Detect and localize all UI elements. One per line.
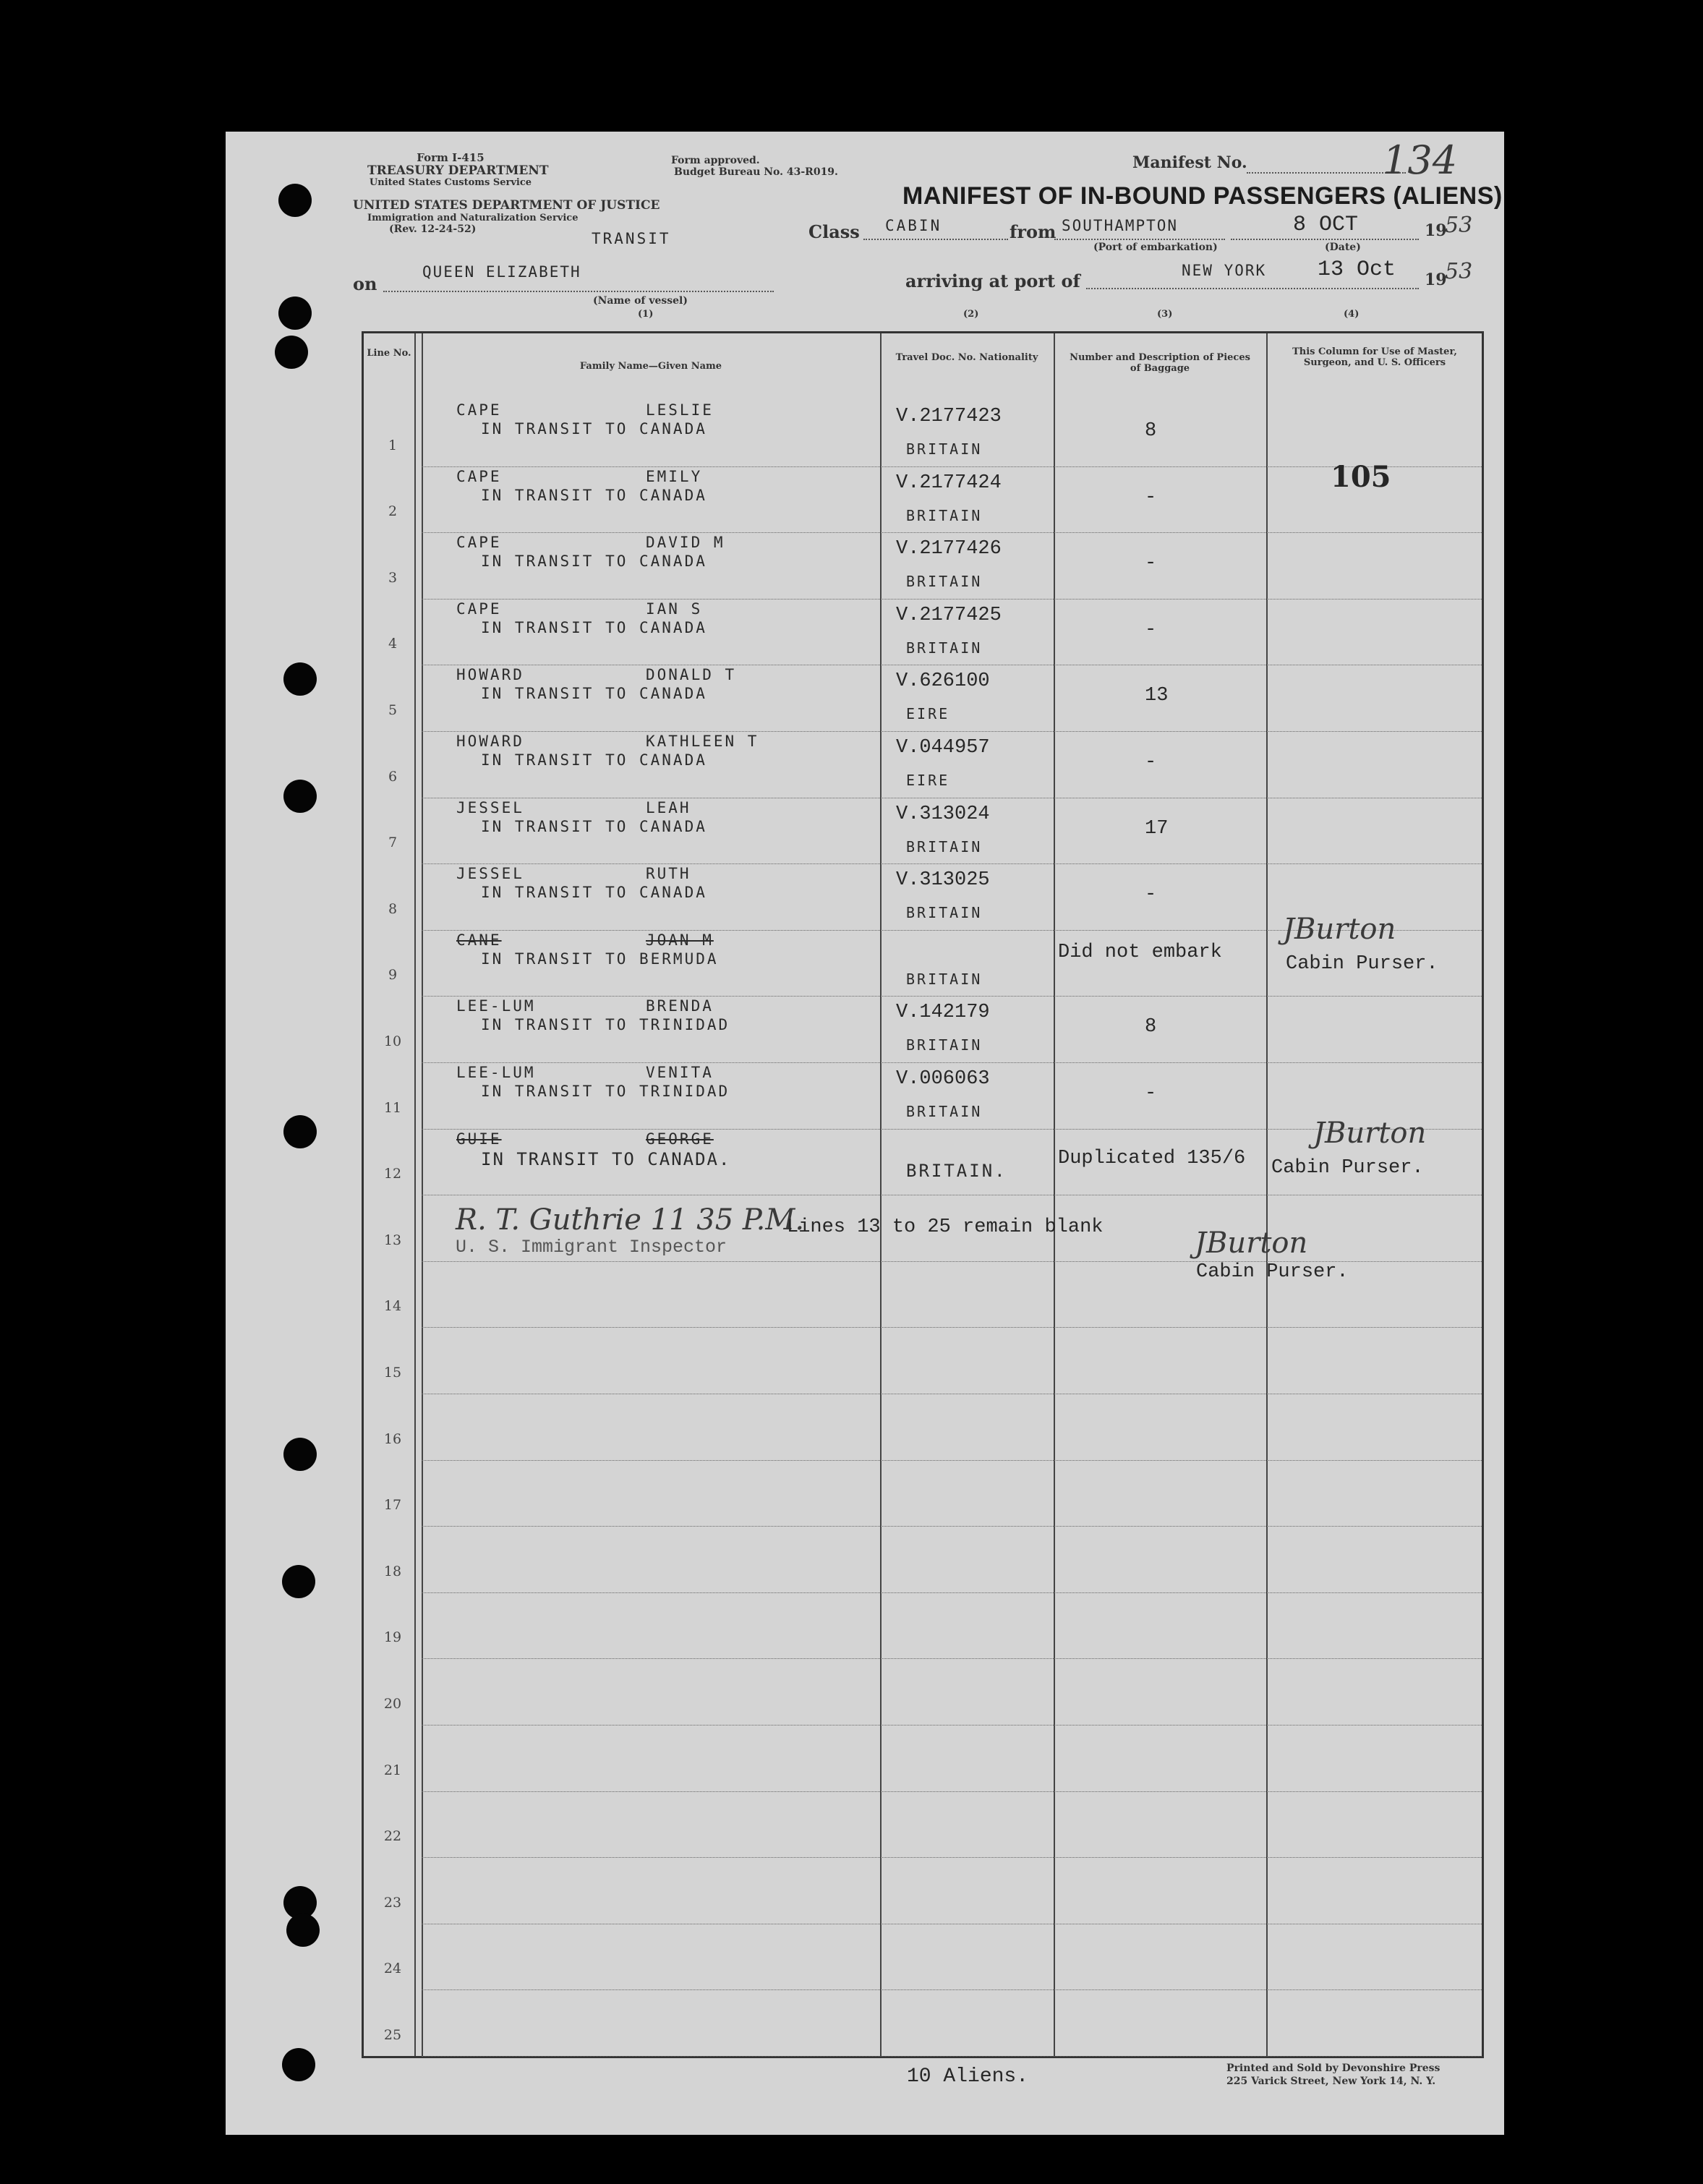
baggage-pieces: 8 — [1145, 420, 1157, 442]
binder-hole — [283, 1115, 317, 1148]
printer-line-1: Printed and Sold by Devonshire Press — [1226, 2063, 1440, 2074]
row-divider — [422, 1658, 1482, 1659]
col-4-number: (4) — [1344, 309, 1360, 320]
arrival-date: 13 Oct — [1318, 257, 1396, 282]
printer-line-2: 225 Varick Street, New York 14, N. Y. — [1226, 2076, 1436, 2087]
col-3-number: (3) — [1157, 309, 1173, 320]
nationality: BRITAIN — [906, 1036, 983, 1054]
binder-hole — [283, 662, 317, 696]
passenger-family-name: HOWARD — [456, 666, 524, 684]
travel-doc-number: V.313025 — [896, 869, 990, 892]
embarkation-date: 8 OCT — [1293, 213, 1359, 237]
row-divider — [422, 1989, 1482, 1990]
line-number: 25 — [383, 2027, 402, 2043]
row-divider — [422, 1857, 1482, 1858]
row-divider — [422, 1526, 1482, 1527]
inspector-label: U. S. Immigrant Inspector — [456, 1237, 727, 1258]
line-number: 6 — [388, 768, 398, 785]
passenger-family-name: HOWARD — [456, 733, 524, 750]
nationality: BRITAIN — [906, 970, 983, 988]
binder-hole — [275, 336, 308, 369]
table-row — [364, 731, 1482, 798]
line-number: 2 — [388, 503, 398, 520]
form-number: Form I-415 — [417, 151, 485, 164]
baggage-pieces: - — [1145, 618, 1157, 641]
row-divider — [422, 1592, 1482, 1593]
passenger-given-name: GEORGE — [646, 1130, 714, 1148]
vessel-underline — [383, 291, 774, 292]
ins-service: Immigration and Naturalization Service — [367, 213, 579, 223]
header-line-no: Line No. — [367, 348, 411, 359]
line-number: 13 — [383, 1232, 402, 1248]
nationality: BRITAIN — [906, 506, 983, 524]
manifest-page — [226, 132, 1504, 2135]
from-label: from — [1010, 221, 1057, 242]
nationality: BRITAIN — [906, 837, 983, 856]
line-number: 18 — [383, 1563, 402, 1579]
binder-hole — [278, 184, 312, 217]
travel-doc-number: V.2177426 — [896, 538, 1002, 560]
class-underline — [863, 239, 1008, 240]
binder-hole — [278, 297, 312, 330]
row-divider — [422, 1725, 1482, 1726]
travel-doc-number: V.2177423 — [896, 406, 1002, 427]
baggage-pieces: - — [1145, 884, 1157, 906]
passenger-family-name: CAPE — [456, 401, 502, 419]
baggage-pieces: 8 — [1145, 1016, 1157, 1038]
passenger-given-name: RUTH — [646, 865, 691, 883]
line-number: 24 — [383, 1961, 402, 1977]
aliens-total: 10 Aliens. — [907, 2065, 1029, 2088]
passenger-given-name: DONALD T — [646, 666, 737, 684]
transit-destination: IN TRANSIT TO CANADA — [481, 553, 707, 571]
nationality: EIRE — [906, 772, 950, 789]
year-prefix-2: 19 — [1425, 270, 1447, 289]
arrival-port: NEW YORK — [1182, 262, 1267, 279]
passenger-given-name: KATHLEEN T — [646, 733, 759, 750]
purser-label-2: Cabin Purser. — [1271, 1157, 1424, 1179]
binder-hole — [282, 2048, 315, 2081]
on-label: on — [353, 273, 377, 294]
passenger-given-name: IAN S — [646, 600, 703, 618]
line-number: 22 — [383, 1828, 402, 1845]
manifest-no-underline — [1247, 172, 1406, 174]
transit-destination: IN TRANSIT TO TRINIDAD — [481, 1083, 730, 1100]
passenger-family-name: CAPE — [456, 467, 502, 485]
purser-signature-2: JBurton — [1313, 1117, 1427, 1150]
class-value: CABIN — [885, 217, 942, 234]
binder-hole — [282, 1565, 315, 1598]
travel-doc-number: V.626100 — [896, 670, 990, 693]
table-row — [364, 665, 1482, 731]
transit-destination: IN TRANSIT TO CANADA. — [481, 1148, 731, 1169]
blank-lines-note: Lines 13 to 25 remain blank — [787, 1216, 1104, 1238]
baggage-pieces: - — [1145, 1083, 1157, 1104]
vessel-col: (1) — [638, 309, 654, 320]
table-row — [364, 466, 1482, 533]
baggage-pieces: - — [1145, 553, 1157, 575]
header-baggage: Number and Description of Pieces of Baggage — [1070, 352, 1250, 374]
binder-hole — [286, 1914, 320, 1947]
line-number: 3 — [388, 569, 398, 586]
inspector-signature: R. T. Guthrie 11 35 P.M. — [456, 1203, 805, 1237]
baggage-pieces: Did not embark — [1058, 941, 1222, 963]
line-number: 23 — [383, 1894, 402, 1911]
binder-hole — [283, 1438, 317, 1471]
table-row — [364, 400, 1482, 466]
nationality: BRITAIN — [906, 440, 983, 458]
table-row — [364, 532, 1482, 599]
line-number: 9 — [388, 967, 398, 984]
line-number: 7 — [388, 835, 398, 851]
transit-destination: IN TRANSIT TO CANADA — [481, 420, 707, 438]
class-label: Class — [808, 221, 860, 242]
travel-doc-number: V.313024 — [896, 803, 990, 825]
nationality: BRITAIN. — [906, 1160, 1007, 1181]
nationality: BRITAIN — [906, 904, 983, 922]
row-divider — [422, 1791, 1482, 1792]
passenger-given-name: JOAN M — [646, 931, 714, 949]
passenger-given-name: DAVID M — [646, 534, 725, 552]
baggage-pieces: - — [1145, 751, 1157, 773]
travel-doc-number: V.2177424 — [896, 472, 1002, 494]
travel-doc-number: V.044957 — [896, 737, 990, 759]
transit-destination: IN TRANSIT TO CANADA — [481, 751, 707, 769]
passenger-family-name: JESSEL — [456, 865, 524, 883]
passenger-family-name: CANE — [456, 931, 502, 949]
row-divider — [422, 1327, 1482, 1328]
passenger-table — [362, 331, 1484, 2058]
transit-destination: IN TRANSIT TO CANADA — [481, 817, 707, 835]
line-number: 12 — [383, 1166, 402, 1182]
passenger-given-name: VENITA — [646, 1064, 714, 1081]
header-name: Family Name—Given Name — [579, 361, 722, 372]
travel-doc-number: V.2177425 — [896, 604, 1002, 626]
line-number: 4 — [388, 636, 398, 652]
transit-destination: IN TRANSIT TO BERMUDA — [481, 950, 719, 968]
baggage-pieces: 17 — [1145, 817, 1169, 840]
officer-count: 105 — [1331, 460, 1391, 494]
table-row — [364, 996, 1482, 1062]
manifest-no-label: Manifest No. — [1132, 153, 1247, 172]
passenger-family-name: GUIE — [456, 1130, 502, 1148]
line-number: 8 — [388, 900, 398, 917]
passenger-family-name: LEE-LUM — [456, 1064, 536, 1081]
customs-service: United States Customs Service — [369, 177, 532, 188]
arriving-label: arriving at port of — [905, 270, 1080, 291]
baggage-pieces: 13 — [1145, 685, 1169, 707]
line-number: 1 — [388, 437, 398, 453]
nationality: BRITAIN — [906, 573, 983, 591]
date-underline — [1231, 239, 1419, 240]
passenger-given-name: BRENDA — [646, 997, 714, 1015]
baggage-pieces: - — [1145, 486, 1157, 508]
passenger-family-name: JESSEL — [456, 798, 524, 816]
line-number: 10 — [383, 1033, 402, 1049]
table-row — [364, 798, 1482, 864]
purser-signature: JBurton — [1283, 913, 1396, 946]
budget-bureau: Budget Bureau No. 43-R019. — [674, 166, 838, 178]
passenger-family-name: CAPE — [456, 600, 502, 618]
date-caption: (Date) — [1325, 242, 1361, 253]
row-divider — [422, 2056, 1482, 2057]
passenger-family-name: LEE-LUM — [456, 997, 536, 1015]
manifest-title: MANIFEST OF IN-BOUND PASSENGERS (ALIENS) — [902, 182, 1503, 210]
line-number: 20 — [383, 1696, 402, 1712]
header-officers: This Column for Use of Master, Surgeon, and U. S. Officers — [1292, 346, 1457, 368]
embarkation-caption: (Port of embarkation) — [1093, 242, 1218, 253]
port-underline — [1086, 288, 1419, 289]
passenger-given-name: EMILY — [646, 467, 703, 485]
transit-destination: IN TRANSIT TO TRINIDAD — [481, 1016, 730, 1034]
year-prefix: 19 — [1425, 221, 1447, 240]
form-approved: Form approved. — [671, 155, 760, 166]
travel-doc-number: V.142179 — [896, 1002, 990, 1024]
passenger-given-name: LESLIE — [646, 401, 714, 419]
from-underline — [1054, 239, 1225, 240]
line-number: 15 — [383, 1365, 402, 1381]
purser-label-3: Cabin Purser. — [1196, 1261, 1349, 1283]
transit-destination: IN TRANSIT TO CANADA — [481, 884, 707, 902]
purser-signature-3: JBurton — [1195, 1227, 1308, 1260]
baggage-pieces: Duplicated 135/6 — [1058, 1147, 1246, 1169]
year-1: 53 — [1445, 213, 1473, 238]
line-number: 17 — [383, 1497, 402, 1514]
line-number: 16 — [383, 1430, 402, 1447]
manifest-number: 134 — [1383, 137, 1458, 183]
line-number: 14 — [383, 1298, 402, 1315]
transit-destination: IN TRANSIT TO CANADA — [481, 618, 707, 636]
travel-doc-number: V.006063 — [896, 1068, 990, 1090]
revision-date: (Rev. 12-24-52) — [389, 223, 477, 235]
table-row — [364, 599, 1482, 665]
line-number: 11 — [383, 1099, 402, 1116]
justice-dept: UNITED STATES DEPARTMENT OF JUSTICE — [353, 198, 660, 213]
binder-hole — [283, 780, 317, 813]
passenger-given-name: LEAH — [646, 798, 691, 816]
purser-label: Cabin Purser. — [1286, 953, 1438, 975]
vessel-caption: (Name of vessel) — [593, 295, 688, 307]
embarkation-port: SOUTHAMPTON — [1062, 217, 1179, 234]
transit-destination: IN TRANSIT TO CANADA — [481, 486, 707, 504]
transit-destination: IN TRANSIT TO CANADA — [481, 685, 707, 703]
passenger-family-name: CAPE — [456, 534, 502, 552]
year-2: 53 — [1445, 259, 1473, 284]
line-number: 21 — [383, 1762, 402, 1778]
nationality: EIRE — [906, 705, 950, 723]
header-travel-doc: Travel Doc. No. Nationality — [895, 352, 1038, 363]
vessel-name: QUEEN ELIZABETH — [422, 263, 581, 281]
transit-stamp: TRANSIT — [592, 230, 671, 247]
row-divider — [422, 1460, 1482, 1461]
nationality: BRITAIN — [906, 639, 983, 657]
line-number: 5 — [388, 702, 398, 718]
col-2-number: (2) — [963, 309, 979, 320]
nationality: BRITAIN — [906, 1103, 983, 1120]
treasury-dept: TREASURY DEPARTMENT — [367, 163, 549, 178]
line-number: 19 — [383, 1629, 402, 1646]
